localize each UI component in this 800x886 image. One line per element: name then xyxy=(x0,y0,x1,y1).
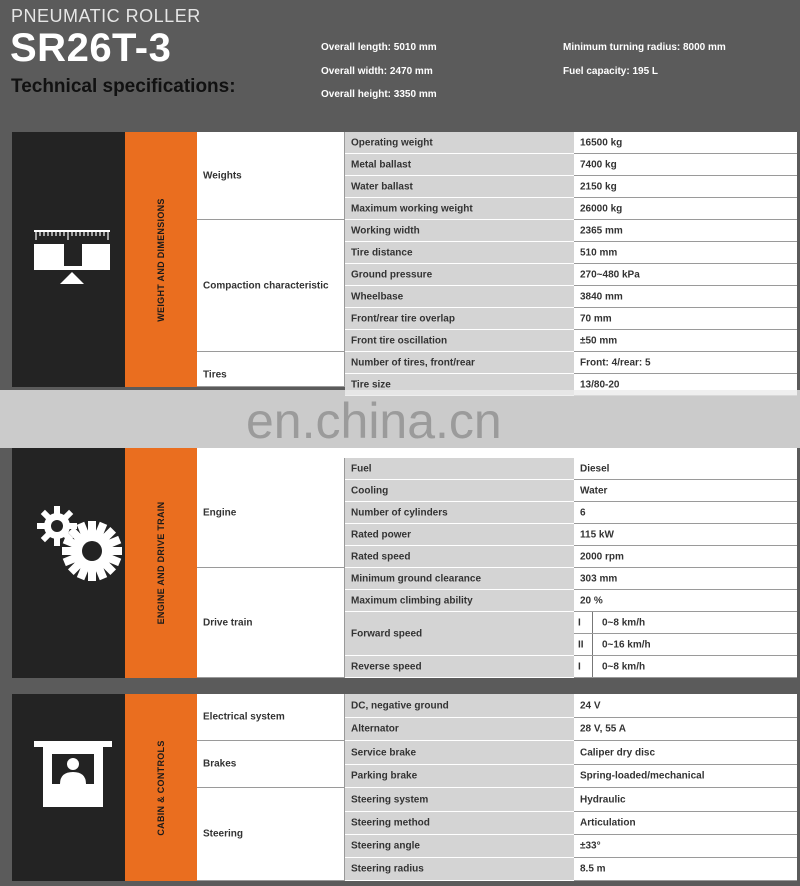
param-name: DC, negative ground xyxy=(351,700,449,711)
group-label: Tires xyxy=(203,369,227,381)
param-name: Steering system xyxy=(351,794,429,805)
spec-row xyxy=(345,612,797,656)
param-name: Cooling xyxy=(351,485,389,496)
param-value: Front: 4/rear: 5 xyxy=(580,357,651,368)
param-name: Front/rear tire overlap xyxy=(351,313,455,324)
spec-row xyxy=(345,812,797,835)
group-drive-train xyxy=(197,568,345,678)
spec-row xyxy=(345,154,797,176)
param-value: ±33° xyxy=(580,840,601,852)
spec-row xyxy=(345,264,797,286)
param-value: 303 mm xyxy=(580,573,618,584)
param-name: Steering angle xyxy=(351,840,420,852)
param-value: Spring-loaded/mechanical xyxy=(580,770,705,782)
spec-row xyxy=(345,788,797,812)
section-band-label: ENGINE AND DRIVE TRAIN xyxy=(156,501,166,625)
param-value: 2000 rpm xyxy=(580,551,624,562)
param-name: Front tire oscillation xyxy=(351,335,448,346)
param-value: Hydraulic xyxy=(580,794,626,805)
param-value: 2150 kg xyxy=(580,181,617,192)
param-value: 0~8 km/h xyxy=(602,661,646,672)
param-value: 70 mm xyxy=(580,313,612,324)
spec-row xyxy=(345,741,797,765)
group-steering xyxy=(197,788,345,881)
param-value: 28 V, 55 A xyxy=(580,723,626,735)
group-weights xyxy=(197,132,345,220)
param-value: 0~16 km/h xyxy=(602,639,651,650)
group-brakes xyxy=(197,741,345,788)
param-value: 2365 mm xyxy=(580,225,623,236)
header xyxy=(0,0,800,125)
param-name: Alternator xyxy=(351,723,399,735)
section-weight-dimensions xyxy=(12,132,797,390)
param-value: 115 kW xyxy=(580,529,614,540)
spec-row xyxy=(345,458,797,480)
group-electrical xyxy=(197,694,345,741)
param-value: 270~480 kPa xyxy=(580,269,640,280)
param-name: Parking brake xyxy=(351,770,418,782)
spec-row xyxy=(345,480,797,502)
spec-row xyxy=(345,718,797,741)
param-name: Number of tires, front/rear xyxy=(351,357,475,368)
spec-row xyxy=(345,590,797,612)
param-name: Ground pressure xyxy=(351,269,433,280)
spec-row xyxy=(345,352,797,374)
param-name: Operating weight xyxy=(351,137,433,148)
spec-row xyxy=(345,835,797,858)
param-value: Water xyxy=(580,485,608,496)
spec-overall-height: Overall height: 3350 mm xyxy=(321,89,437,100)
spec-overall-width: Overall width: 2470 mm xyxy=(321,66,433,77)
param-name: Working width xyxy=(351,225,420,236)
spec-row xyxy=(345,568,797,590)
section-cabin-controls xyxy=(12,694,797,881)
param-value: Articulation xyxy=(580,817,636,829)
model-title: SR26T-3 xyxy=(10,26,172,70)
spec-row xyxy=(345,765,797,788)
gear-label: I xyxy=(578,617,581,628)
group-label: Engine xyxy=(203,507,237,518)
param-name: Minimum ground clearance xyxy=(351,573,482,584)
spec-turning-radius: Minimum turning radius: 8000 mm xyxy=(563,42,726,53)
param-value: 6 xyxy=(580,507,586,518)
spec-row xyxy=(345,524,797,546)
group-label: Brakes xyxy=(203,758,237,770)
param-name: Number of cylinders xyxy=(351,507,448,518)
param-value: ±50 mm xyxy=(580,335,618,346)
param-value: 8.5 m xyxy=(580,863,606,875)
group-label: Drive train xyxy=(203,617,253,628)
gear-label: I xyxy=(578,661,581,672)
param-value: Diesel xyxy=(580,463,610,474)
param-value: 24 V xyxy=(580,700,601,711)
param-name: Wheelbase xyxy=(351,291,404,302)
spec-row xyxy=(345,308,797,330)
spec-row xyxy=(345,694,797,718)
group-label: Electrical system xyxy=(203,711,285,723)
spec-row xyxy=(345,858,797,881)
param-value: 20 % xyxy=(580,595,603,606)
section-engine-drive-train xyxy=(12,448,797,678)
subtitle: Technical specifications: xyxy=(11,76,236,97)
param-name: Reverse speed xyxy=(351,661,422,672)
section-band-label: CABIN & CONTROLS xyxy=(156,739,166,836)
group-engine xyxy=(197,458,345,568)
gears-icon xyxy=(12,448,125,678)
spec-row xyxy=(345,198,797,220)
spec-row xyxy=(345,176,797,198)
param-name: Steering radius xyxy=(351,863,424,875)
group-compaction xyxy=(197,220,345,352)
operator-cabin-icon xyxy=(12,694,125,881)
spec-row xyxy=(345,502,797,524)
param-name: Service brake xyxy=(351,747,417,758)
spec-row xyxy=(345,132,797,154)
spec-row xyxy=(345,546,797,568)
watermark: en.china.cn xyxy=(246,393,502,449)
product-category: PNEUMATIC ROLLER xyxy=(11,6,201,26)
scale-icon xyxy=(12,132,125,387)
param-name: Steering method xyxy=(351,817,430,829)
group-label: Compaction characteristic xyxy=(203,280,329,291)
param-name: Water ballast xyxy=(351,181,413,192)
spec-row xyxy=(345,242,797,264)
param-name: Rated speed xyxy=(351,551,411,562)
spec-row xyxy=(345,330,797,352)
param-value: 3840 mm xyxy=(580,291,623,302)
section-band-label: WEIGHT AND DIMENSIONS xyxy=(156,197,166,322)
param-name: Maximum working weight xyxy=(351,203,473,214)
param-name: Fuel xyxy=(351,463,372,474)
spec-row xyxy=(345,656,797,678)
param-value: Caliper dry disc xyxy=(580,747,656,758)
group-label: Steering xyxy=(203,828,244,840)
group-label: Weights xyxy=(203,170,242,181)
group-tires xyxy=(197,352,345,387)
param-value: 26000 kg xyxy=(580,203,623,214)
param-name: Tire distance xyxy=(351,247,413,258)
param-name: Metal ballast xyxy=(351,159,412,170)
param-value: 0~8 km/h xyxy=(602,617,646,628)
param-value: 510 mm xyxy=(580,247,618,258)
param-name: Forward speed xyxy=(351,628,423,639)
param-name: Rated power xyxy=(351,529,412,540)
spec-fuel-capacity: Fuel capacity: 195 L xyxy=(563,66,659,77)
spec-row xyxy=(345,286,797,308)
param-value: 13/80-20 xyxy=(580,379,620,390)
spec-overall-length: Overall length: 5010 mm xyxy=(321,42,437,53)
param-value: 16500 kg xyxy=(580,137,623,148)
spec-row xyxy=(345,220,797,242)
gear-label: II xyxy=(578,639,584,650)
param-name: Maximum climbing ability xyxy=(351,595,473,606)
param-value: 7400 kg xyxy=(580,159,617,170)
param-name: Tire size xyxy=(351,379,391,390)
